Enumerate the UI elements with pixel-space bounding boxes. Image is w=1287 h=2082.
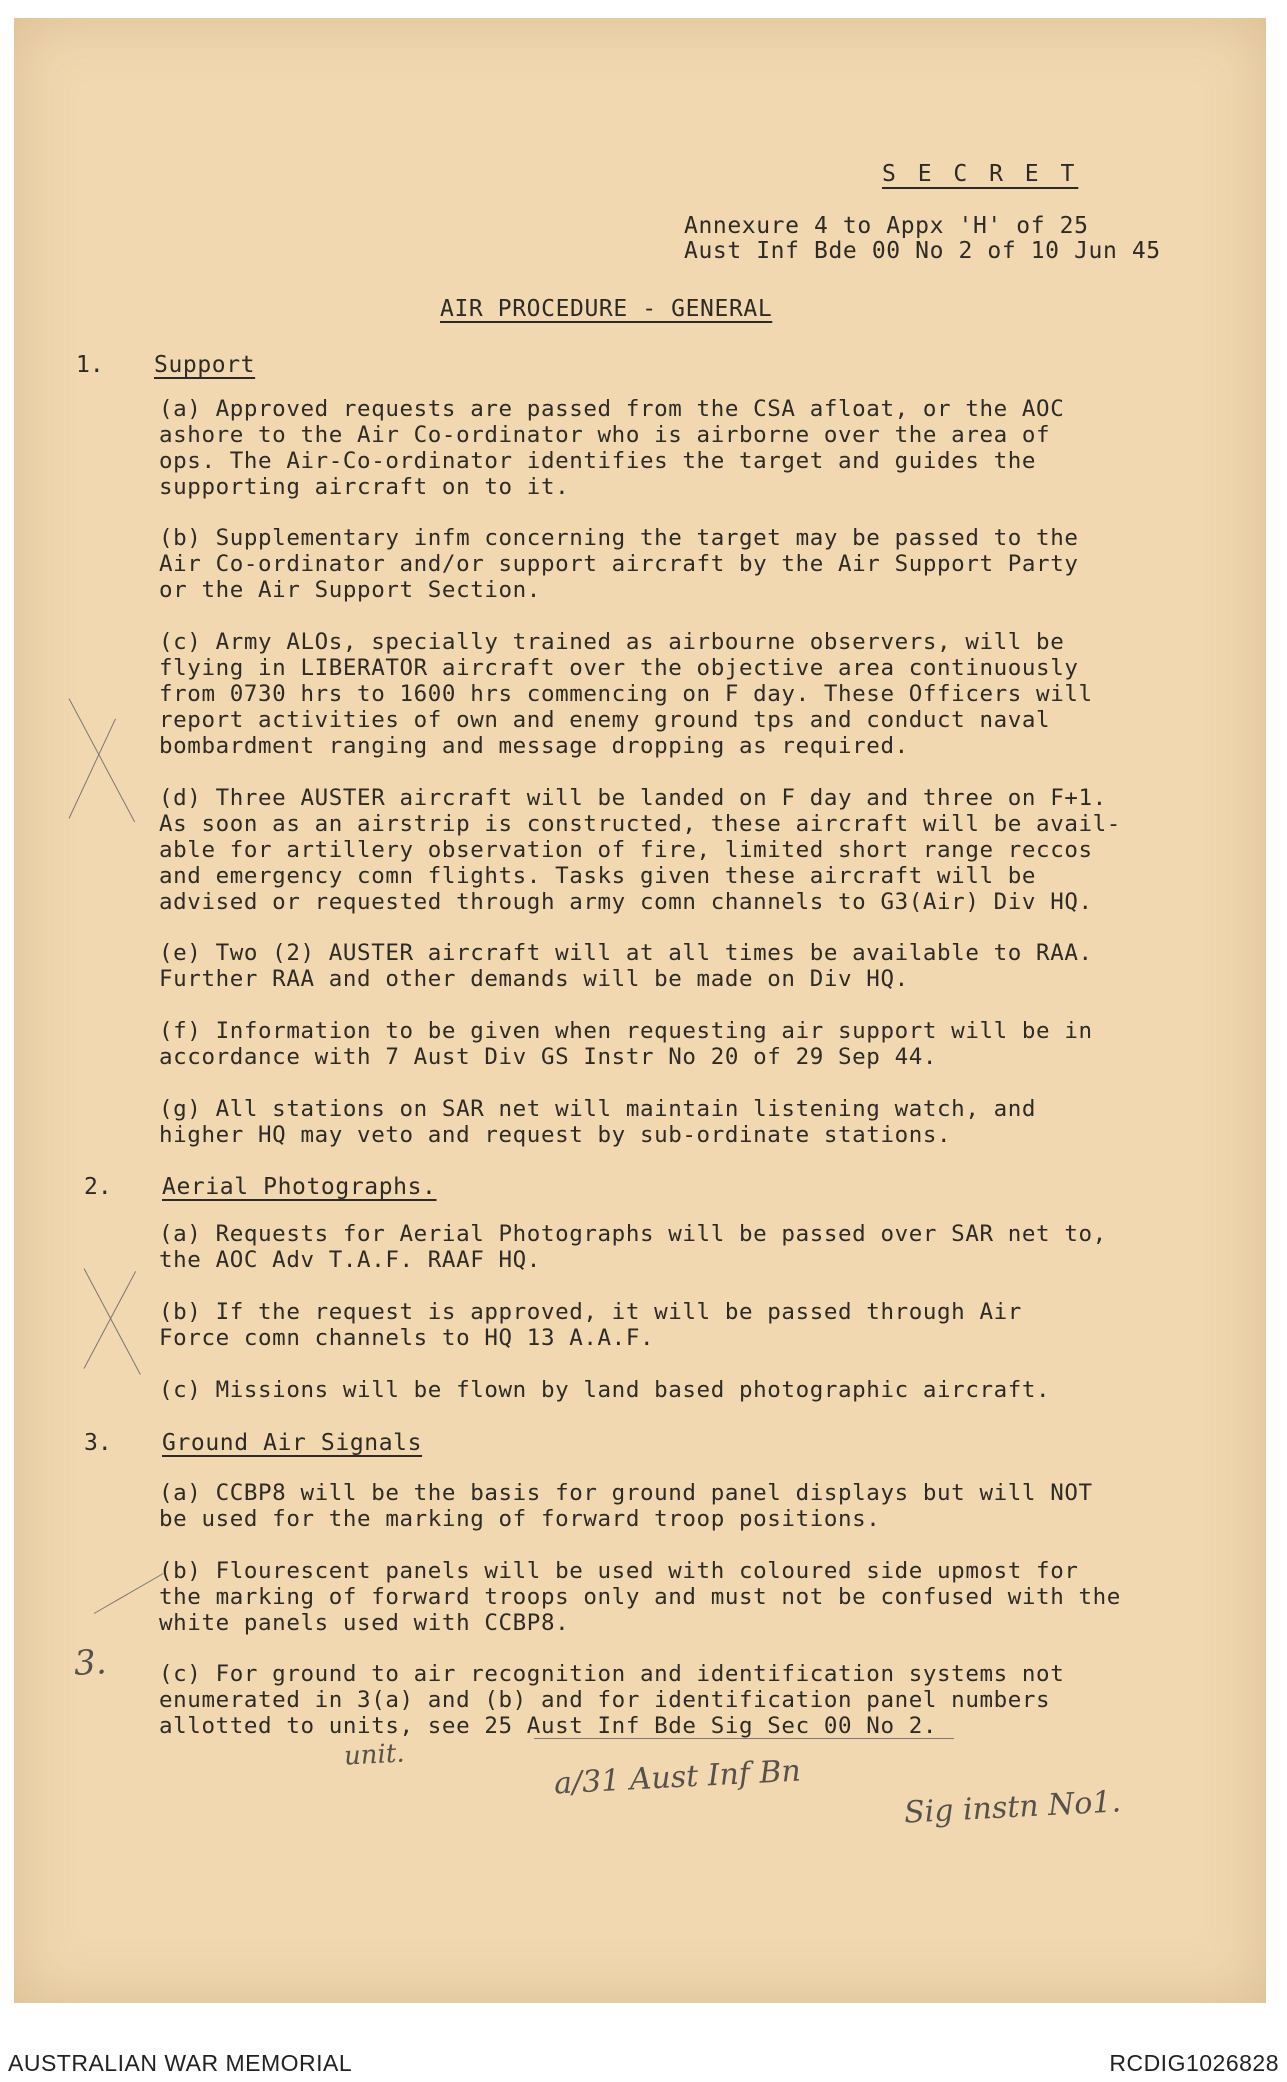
handwritten-margin-number: 3. (72, 1642, 108, 1684)
section-2-para-c: (c) Missions will be flown by land based photographic aircraft. (159, 1377, 1051, 1403)
footer-left: AUSTRALIAN WAR MEMORIAL (8, 2050, 353, 2076)
section-1-para-b: (b) Supplementary infm concerning the target may be passed to the Air Co-ordinator and/or support aircraft by the Air Support Party or the Air Support Section. (159, 525, 1079, 603)
section-1-para-d: (d) Three AUSTER aircraft will be landed on F day and three on F+1. As soon as an airstrip is constructed, these aircraft will be avail- able for artillery observation of fire, limited short range reccos and emergency comn flights. Tasks given these aircraft will be advised or requested through army comn channels to G3(Air) Div HQ. (159, 785, 1121, 915)
strikeout-mark (534, 1738, 954, 1739)
reference-line-2: Aust Inf Bde 00 No 2 of 10 Jun 45 (684, 238, 1161, 264)
footer-right: RCDIG1026828 (1109, 2050, 1279, 2076)
section-3-para-a: (a) CCBP8 will be the basis for ground panel displays but will NOT be used for the marking of forward troop positions. (159, 1480, 1093, 1532)
section-2-heading: Aerial Photographs. (162, 1174, 437, 1200)
section-3-para-b: (b) Flourescent panels will be used with coloured side upmost for the marking of forward troops only and must not be confused with the white panels used with CCBP8. (159, 1558, 1121, 1636)
section-1-para-e: (e) Two (2) AUSTER aircraft will at all times be available to RAA. Further RAA and other demands will be made on Div HQ. (159, 940, 1093, 992)
section-1-para-f: (f) Information to be given when requesting air support will be in accordance with 7 Aust Div GS Instr No 20 of 29 Sep 44. (159, 1018, 1093, 1070)
handwritten-annotation-1: a/31 Aust Inf Bn (553, 1753, 802, 1802)
margin-check-mark-3 (84, 1268, 141, 1374)
section-2-number: 2. (84, 1174, 112, 1200)
handwritten-annotation-2: Sig instn No1. (903, 1784, 1122, 1831)
section-2-para-a: (a) Requests for Aerial Photographs will be passed over SAR net to, the AOC Adv T.A.F. RAAF HQ. (159, 1221, 1107, 1273)
classification-heading: S E C R E T (882, 161, 1079, 187)
margin-check-mark-2 (69, 719, 116, 819)
section-1-para-a: (a) Approved requests are passed from the CSA afloat, or the AOC ashore to the Air Co-ordinator who is airborne over the area of ops. The Air-Co-ordinator identifies the target and guides the supporting aircraft on to it. (159, 396, 1065, 500)
section-3-number: 3. (84, 1430, 112, 1456)
document-title: AIR PROCEDURE - GENERAL (440, 296, 773, 322)
reference-line-1: Annexure 4 to Appx 'H' of 25 (684, 213, 1089, 239)
section-2-para-b: (b) If the request is approved, it will be passed through Air Force comn channels to HQ 13 A.A.F. (159, 1299, 1022, 1351)
margin-tick-mark (94, 1573, 164, 1614)
section-1-para-c: (c) Army ALOs, specially trained as airbourne observers, will be flying in LIBERATOR aircraft over the objective area continuously from 0730 hrs to 1600 hrs commencing on F day. These Officers will report activities of own and enemy ground tps and conduct naval bombardment ranging and message dropping as required. (159, 629, 1093, 759)
margin-check-mark-1 (69, 698, 136, 822)
section-1-para-g: (g) All stations on SAR net will maintain listening watch, and higher HQ may veto and request by sub-ordinate stations. (159, 1096, 1037, 1148)
document-page (14, 18, 1266, 2003)
section-3-heading: Ground Air Signals (162, 1430, 423, 1456)
section-1-number: 1. (76, 352, 104, 378)
section-1-heading: Support (154, 352, 256, 378)
section-3-para-c: (c) For ground to air recognition and identification systems not enumerated in 3(a) and (b) and for identification panel numbers allotted to units, see 25 Aust Inf Bde Sig Sec 00 No 2. (159, 1661, 1065, 1739)
handwritten-insert-unit: unit. (343, 1738, 406, 1772)
